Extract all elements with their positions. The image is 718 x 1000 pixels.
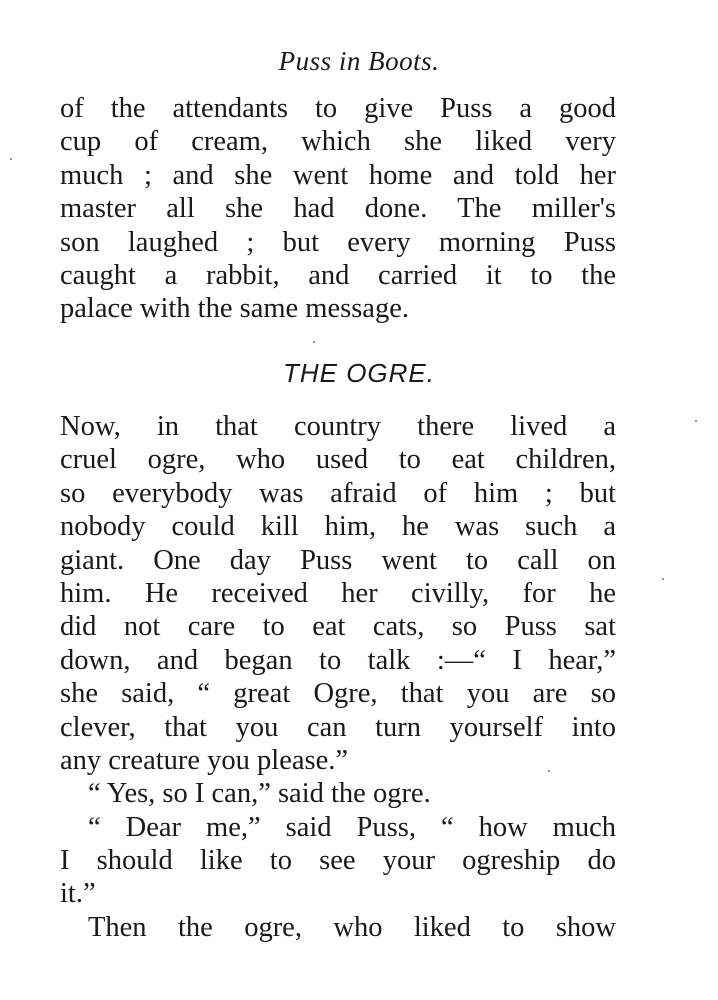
text-line: son laughed ; but every morning Puss: [60, 226, 616, 258]
text-line: she said, “ great Ogre, that you are so: [60, 678, 616, 710]
text-line: “ Yes, so I can,” said the ogre.: [88, 778, 431, 810]
text-line: did not care to eat cats, so Puss sat: [60, 611, 616, 643]
paper-speck: [695, 420, 697, 422]
paper-speck: [548, 770, 550, 772]
text-line: caught a rabbit, and carried it to the: [60, 259, 616, 291]
text-line: I should like to see your ogreship do: [60, 845, 616, 877]
text-line: cruel ogre, who used to eat children,: [60, 444, 616, 476]
text-line: him. He received her civilly, for he: [60, 577, 616, 609]
text-line: giant. One day Puss went to call on: [60, 544, 616, 576]
text-line: master all she had done. The miller's: [60, 193, 616, 225]
text-line: of the attendants to give Puss a good: [60, 93, 616, 124]
text-line: Then the ogre, who liked to show: [88, 911, 616, 943]
paper-speck: [662, 578, 664, 580]
paper-speck: [10, 158, 12, 160]
text-line: nobody could kill him, he was such a: [60, 511, 616, 543]
text-line: Now, in that country there lived a: [60, 411, 616, 442]
chapter-heading: THE OGRE.: [282, 358, 435, 388]
paragraph-2: [60, 410, 616, 944]
text-line: palace with the same message.: [60, 293, 409, 325]
text-line: clever, that you can turn yourself into: [60, 711, 616, 743]
paper-speck: [313, 341, 315, 343]
text-line: it.”: [60, 878, 96, 910]
text-line: much ; and she went home and told her: [60, 159, 616, 191]
paragraph-1: [60, 92, 616, 326]
text-line: down, and began to talk :—“ I hear,”: [60, 644, 616, 676]
text-line: “ Dear me,” said Puss, “ how much: [88, 811, 616, 843]
text-line: cup of cream, which she liked very: [60, 126, 616, 158]
text-line: so everybody was afraid of him ; but: [60, 477, 616, 509]
text-line: any creature you please.”: [60, 744, 349, 776]
running-head: Puss in Boots.: [278, 46, 440, 76]
